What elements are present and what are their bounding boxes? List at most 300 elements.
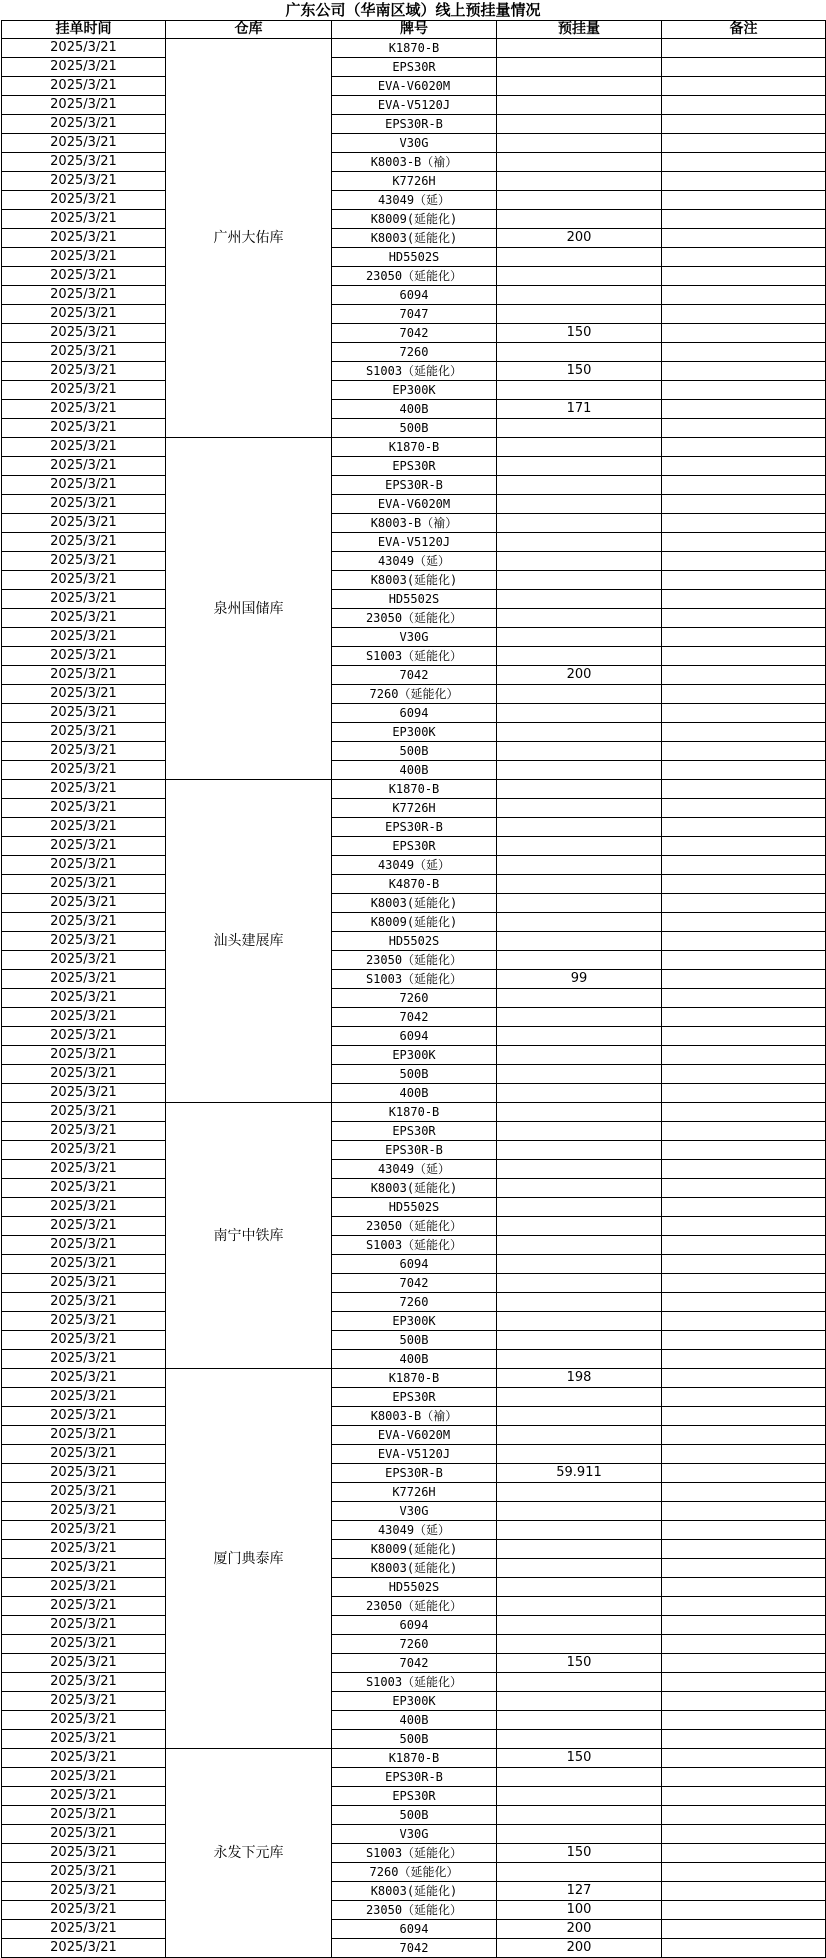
quantity-cell[interactable]	[497, 1483, 662, 1502]
date-cell[interactable]: 2025/3/21	[2, 1540, 166, 1559]
brand-cell[interactable]: V30G	[332, 134, 497, 153]
quantity-cell[interactable]	[497, 1502, 662, 1521]
remarks-cell[interactable]	[662, 1179, 826, 1198]
warehouse-cell[interactable]: 永发下元库	[166, 1749, 332, 1958]
date-cell[interactable]: 2025/3/21	[2, 989, 166, 1008]
brand-cell[interactable]: 500B	[332, 1730, 497, 1749]
remarks-cell[interactable]	[662, 1654, 826, 1673]
remarks-cell[interactable]	[662, 1407, 826, 1426]
brand-cell[interactable]: EPS30R	[332, 457, 497, 476]
remarks-cell[interactable]	[662, 913, 826, 932]
brand-cell[interactable]: 43049（延）	[332, 191, 497, 210]
remarks-cell[interactable]	[662, 723, 826, 742]
brand-cell[interactable]: K8003-B（褕）	[332, 153, 497, 172]
brand-cell[interactable]: K8003(延能化)	[332, 571, 497, 590]
quantity-cell[interactable]	[497, 1540, 662, 1559]
brand-cell[interactable]: 23050（延能化）	[332, 609, 497, 628]
remarks-cell[interactable]	[662, 1540, 826, 1559]
date-cell[interactable]: 2025/3/21	[2, 1198, 166, 1217]
remarks-cell[interactable]	[662, 1293, 826, 1312]
remarks-cell[interactable]	[662, 1369, 826, 1388]
quantity-cell[interactable]	[497, 1521, 662, 1540]
date-cell[interactable]: 2025/3/21	[2, 1274, 166, 1293]
remarks-cell[interactable]	[662, 1046, 826, 1065]
brand-cell[interactable]: EPS30R-B	[332, 1768, 497, 1787]
quantity-cell[interactable]	[497, 1825, 662, 1844]
date-cell[interactable]: 2025/3/21	[2, 1103, 166, 1122]
date-cell[interactable]: 2025/3/21	[2, 894, 166, 913]
brand-cell[interactable]: EVA-V5120J	[332, 96, 497, 115]
brand-cell[interactable]: 500B	[332, 419, 497, 438]
date-cell[interactable]: 2025/3/21	[2, 96, 166, 115]
date-cell[interactable]: 2025/3/21	[2, 457, 166, 476]
brand-cell[interactable]: 7260	[332, 1293, 497, 1312]
quantity-cell[interactable]	[497, 1312, 662, 1331]
date-cell[interactable]: 2025/3/21	[2, 1616, 166, 1635]
date-cell[interactable]: 2025/3/21	[2, 1312, 166, 1331]
date-cell[interactable]: 2025/3/21	[2, 1559, 166, 1578]
date-cell[interactable]: 2025/3/21	[2, 1920, 166, 1939]
quantity-cell[interactable]	[497, 932, 662, 951]
brand-cell[interactable]: EP300K	[332, 1692, 497, 1711]
quantity-cell[interactable]	[497, 761, 662, 780]
remarks-cell[interactable]	[662, 1578, 826, 1597]
quantity-cell[interactable]	[497, 134, 662, 153]
brand-cell[interactable]: HD5502S	[332, 1198, 497, 1217]
quantity-cell[interactable]	[497, 1350, 662, 1369]
date-cell[interactable]: 2025/3/21	[2, 1369, 166, 1388]
brand-cell[interactable]: 7260（延能化）	[332, 685, 497, 704]
remarks-cell[interactable]	[662, 1008, 826, 1027]
date-cell[interactable]: 2025/3/21	[2, 856, 166, 875]
remarks-cell[interactable]	[662, 742, 826, 761]
date-cell[interactable]: 2025/3/21	[2, 286, 166, 305]
date-cell[interactable]: 2025/3/21	[2, 1464, 166, 1483]
remarks-cell[interactable]	[662, 96, 826, 115]
brand-cell[interactable]: 500B	[332, 1331, 497, 1350]
date-cell[interactable]: 2025/3/21	[2, 381, 166, 400]
remarks-cell[interactable]	[662, 1635, 826, 1654]
quantity-cell[interactable]	[497, 742, 662, 761]
remarks-cell[interactable]	[662, 1103, 826, 1122]
remarks-cell[interactable]	[662, 1198, 826, 1217]
brand-cell[interactable]: 43049（延）	[332, 1521, 497, 1540]
quantity-cell[interactable]: 198	[497, 1369, 662, 1388]
remarks-cell[interactable]	[662, 609, 826, 628]
brand-cell[interactable]: V30G	[332, 1502, 497, 1521]
remarks-cell[interactable]	[662, 210, 826, 229]
brand-cell[interactable]: K1870-B	[332, 780, 497, 799]
date-cell[interactable]: 2025/3/21	[2, 970, 166, 989]
brand-cell[interactable]: K1870-B	[332, 438, 497, 457]
brand-cell[interactable]: HD5502S	[332, 932, 497, 951]
date-cell[interactable]: 2025/3/21	[2, 932, 166, 951]
remarks-cell[interactable]	[662, 1749, 826, 1768]
brand-cell[interactable]: 400B	[332, 1711, 497, 1730]
brand-cell[interactable]: EPS30R-B	[332, 1464, 497, 1483]
quantity-cell[interactable]: 100	[497, 1901, 662, 1920]
brand-cell[interactable]: K7726H	[332, 172, 497, 191]
quantity-cell[interactable]: 171	[497, 400, 662, 419]
date-cell[interactable]: 2025/3/21	[2, 1160, 166, 1179]
quantity-cell[interactable]	[497, 210, 662, 229]
remarks-cell[interactable]	[662, 1236, 826, 1255]
date-cell[interactable]: 2025/3/21	[2, 571, 166, 590]
remarks-cell[interactable]	[662, 1274, 826, 1293]
remarks-cell[interactable]	[662, 799, 826, 818]
brand-cell[interactable]: 7260（延能化）	[332, 1863, 497, 1882]
brand-cell[interactable]: EPS30R	[332, 837, 497, 856]
remarks-cell[interactable]	[662, 590, 826, 609]
remarks-cell[interactable]	[662, 1559, 826, 1578]
remarks-cell[interactable]	[662, 704, 826, 723]
date-cell[interactable]: 2025/3/21	[2, 1141, 166, 1160]
remarks-cell[interactable]	[662, 153, 826, 172]
date-cell[interactable]: 2025/3/21	[2, 1122, 166, 1141]
quantity-cell[interactable]	[497, 1217, 662, 1236]
quantity-cell[interactable]: 200	[497, 666, 662, 685]
quantity-cell[interactable]	[497, 1711, 662, 1730]
date-cell[interactable]: 2025/3/21	[2, 1065, 166, 1084]
date-cell[interactable]: 2025/3/21	[2, 1426, 166, 1445]
quantity-cell[interactable]: 99	[497, 970, 662, 989]
remarks-cell[interactable]	[662, 1730, 826, 1749]
remarks-cell[interactable]	[662, 248, 826, 267]
brand-cell[interactable]: EVA-V6020M	[332, 495, 497, 514]
quantity-cell[interactable]	[497, 1179, 662, 1198]
quantity-cell[interactable]	[497, 1730, 662, 1749]
remarks-cell[interactable]	[662, 457, 826, 476]
brand-cell[interactable]: K1870-B	[332, 1749, 497, 1768]
brand-cell[interactable]: 23050（延能化）	[332, 951, 497, 970]
date-cell[interactable]: 2025/3/21	[2, 1331, 166, 1350]
date-cell[interactable]: 2025/3/21	[2, 1768, 166, 1787]
date-cell[interactable]: 2025/3/21	[2, 761, 166, 780]
date-cell[interactable]: 2025/3/21	[2, 248, 166, 267]
date-cell[interactable]: 2025/3/21	[2, 305, 166, 324]
date-cell[interactable]: 2025/3/21	[2, 1407, 166, 1426]
remarks-cell[interactable]	[662, 875, 826, 894]
brand-cell[interactable]: K8009(延能化)	[332, 210, 497, 229]
warehouse-cell[interactable]: 广州大佑库	[166, 39, 332, 438]
brand-cell[interactable]: K8009(延能化)	[332, 1540, 497, 1559]
remarks-cell[interactable]	[662, 1787, 826, 1806]
date-cell[interactable]: 2025/3/21	[2, 514, 166, 533]
date-cell[interactable]: 2025/3/21	[2, 229, 166, 248]
remarks-cell[interactable]	[662, 1920, 826, 1939]
quantity-cell[interactable]	[497, 723, 662, 742]
remarks-cell[interactable]	[662, 1084, 826, 1103]
quantity-cell[interactable]	[497, 58, 662, 77]
remarks-cell[interactable]	[662, 267, 826, 286]
remarks-cell[interactable]	[662, 419, 826, 438]
date-cell[interactable]: 2025/3/21	[2, 343, 166, 362]
remarks-cell[interactable]	[662, 115, 826, 134]
date-cell[interactable]: 2025/3/21	[2, 1027, 166, 1046]
brand-cell[interactable]: EP300K	[332, 1312, 497, 1331]
quantity-cell[interactable]	[497, 704, 662, 723]
remarks-cell[interactable]	[662, 1882, 826, 1901]
remarks-cell[interactable]	[662, 362, 826, 381]
date-cell[interactable]: 2025/3/21	[2, 115, 166, 134]
date-cell[interactable]: 2025/3/21	[2, 58, 166, 77]
quantity-cell[interactable]	[497, 1768, 662, 1787]
remarks-cell[interactable]	[662, 1806, 826, 1825]
brand-cell[interactable]: HD5502S	[332, 590, 497, 609]
brand-cell[interactable]: 6094	[332, 1255, 497, 1274]
brand-cell[interactable]: K8003-B（褕）	[332, 514, 497, 533]
quantity-cell[interactable]	[497, 1027, 662, 1046]
brand-cell[interactable]: K7726H	[332, 1483, 497, 1502]
brand-cell[interactable]: EP300K	[332, 723, 497, 742]
warehouse-cell[interactable]: 泉州国储库	[166, 438, 332, 780]
remarks-cell[interactable]	[662, 343, 826, 362]
brand-cell[interactable]: EP300K	[332, 381, 497, 400]
remarks-cell[interactable]	[662, 1331, 826, 1350]
remarks-cell[interactable]	[662, 514, 826, 533]
remarks-cell[interactable]	[662, 951, 826, 970]
date-cell[interactable]: 2025/3/21	[2, 476, 166, 495]
date-cell[interactable]: 2025/3/21	[2, 324, 166, 343]
quantity-cell[interactable]	[497, 628, 662, 647]
date-cell[interactable]: 2025/3/21	[2, 533, 166, 552]
quantity-cell[interactable]	[497, 647, 662, 666]
warehouse-cell[interactable]: 厦门典泰库	[166, 1369, 332, 1749]
remarks-cell[interactable]	[662, 1445, 826, 1464]
quantity-cell[interactable]	[497, 590, 662, 609]
quantity-cell[interactable]	[497, 514, 662, 533]
remarks-cell[interactable]	[662, 1844, 826, 1863]
date-cell[interactable]: 2025/3/21	[2, 1046, 166, 1065]
brand-cell[interactable]: 43049（延）	[332, 1160, 497, 1179]
brand-cell[interactable]: S1003（延能化）	[332, 362, 497, 381]
brand-cell[interactable]: EVA-V6020M	[332, 1426, 497, 1445]
quantity-cell[interactable]	[497, 495, 662, 514]
remarks-cell[interactable]	[662, 533, 826, 552]
brand-cell[interactable]: 500B	[332, 742, 497, 761]
date-cell[interactable]: 2025/3/21	[2, 1445, 166, 1464]
remarks-cell[interactable]	[662, 1141, 826, 1160]
date-cell[interactable]: 2025/3/21	[2, 39, 166, 58]
brand-cell[interactable]: 6094	[332, 286, 497, 305]
brand-cell[interactable]: EPS30R-B	[332, 115, 497, 134]
brand-cell[interactable]: 7047	[332, 305, 497, 324]
date-cell[interactable]: 2025/3/21	[2, 1673, 166, 1692]
date-cell[interactable]: 2025/3/21	[2, 210, 166, 229]
date-cell[interactable]: 2025/3/21	[2, 1084, 166, 1103]
quantity-cell[interactable]	[497, 875, 662, 894]
date-cell[interactable]: 2025/3/21	[2, 77, 166, 96]
brand-cell[interactable]: K8003(延能化)	[332, 1179, 497, 1198]
date-cell[interactable]: 2025/3/21	[2, 780, 166, 799]
date-cell[interactable]: 2025/3/21	[2, 837, 166, 856]
date-cell[interactable]: 2025/3/21	[2, 1654, 166, 1673]
quantity-cell[interactable]	[497, 1616, 662, 1635]
remarks-cell[interactable]	[662, 1388, 826, 1407]
quantity-cell[interactable]	[497, 1388, 662, 1407]
remarks-cell[interactable]	[662, 647, 826, 666]
date-cell[interactable]: 2025/3/21	[2, 1863, 166, 1882]
date-cell[interactable]: 2025/3/21	[2, 723, 166, 742]
remarks-cell[interactable]	[662, 305, 826, 324]
remarks-cell[interactable]	[662, 552, 826, 571]
date-cell[interactable]: 2025/3/21	[2, 666, 166, 685]
brand-cell[interactable]: 7042	[332, 1274, 497, 1293]
quantity-cell[interactable]	[497, 1084, 662, 1103]
date-cell[interactable]: 2025/3/21	[2, 1236, 166, 1255]
quantity-cell[interactable]	[497, 476, 662, 495]
date-cell[interactable]: 2025/3/21	[2, 1521, 166, 1540]
quantity-cell[interactable]	[497, 1445, 662, 1464]
brand-cell[interactable]: K1870-B	[332, 1103, 497, 1122]
quantity-cell[interactable]: 127	[497, 1882, 662, 1901]
quantity-cell[interactable]	[497, 96, 662, 115]
brand-cell[interactable]: S1003（延能化）	[332, 1844, 497, 1863]
remarks-cell[interactable]	[662, 818, 826, 837]
remarks-cell[interactable]	[662, 1901, 826, 1920]
date-cell[interactable]: 2025/3/21	[2, 1749, 166, 1768]
brand-cell[interactable]: S1003（延能化）	[332, 970, 497, 989]
brand-cell[interactable]: 6094	[332, 1616, 497, 1635]
warehouse-cell[interactable]: 南宁中铁库	[166, 1103, 332, 1369]
date-cell[interactable]: 2025/3/21	[2, 1350, 166, 1369]
brand-cell[interactable]: S1003（延能化）	[332, 647, 497, 666]
date-cell[interactable]: 2025/3/21	[2, 191, 166, 210]
remarks-cell[interactable]	[662, 1160, 826, 1179]
quantity-cell[interactable]	[497, 533, 662, 552]
quantity-cell[interactable]	[497, 267, 662, 286]
quantity-cell[interactable]: 150	[497, 1749, 662, 1768]
brand-cell[interactable]: 500B	[332, 1065, 497, 1084]
remarks-cell[interactable]	[662, 191, 826, 210]
quantity-cell[interactable]	[497, 286, 662, 305]
brand-cell[interactable]: K1870-B	[332, 39, 497, 58]
brand-cell[interactable]: 6094	[332, 1027, 497, 1046]
remarks-cell[interactable]	[662, 1711, 826, 1730]
quantity-cell[interactable]	[497, 191, 662, 210]
brand-cell[interactable]: 400B	[332, 1084, 497, 1103]
remarks-cell[interactable]	[662, 1616, 826, 1635]
date-cell[interactable]: 2025/3/21	[2, 1578, 166, 1597]
quantity-cell[interactable]	[497, 1331, 662, 1350]
date-cell[interactable]: 2025/3/21	[2, 1293, 166, 1312]
brand-cell[interactable]: K8003-B（褕）	[332, 1407, 497, 1426]
brand-cell[interactable]: 23050（延能化）	[332, 1597, 497, 1616]
remarks-cell[interactable]	[662, 571, 826, 590]
quantity-cell[interactable]	[497, 1255, 662, 1274]
brand-cell[interactable]: 7042	[332, 1939, 497, 1958]
quantity-cell[interactable]	[497, 381, 662, 400]
remarks-cell[interactable]	[662, 1464, 826, 1483]
date-cell[interactable]: 2025/3/21	[2, 172, 166, 191]
brand-cell[interactable]: EVA-V5120J	[332, 533, 497, 552]
quantity-cell[interactable]	[497, 1065, 662, 1084]
date-cell[interactable]: 2025/3/21	[2, 590, 166, 609]
quantity-cell[interactable]	[497, 1103, 662, 1122]
quantity-cell[interactable]	[497, 1274, 662, 1293]
quantity-cell[interactable]	[497, 1236, 662, 1255]
brand-cell[interactable]: K1870-B	[332, 1369, 497, 1388]
brand-cell[interactable]: EP300K	[332, 1046, 497, 1065]
date-cell[interactable]: 2025/3/21	[2, 1825, 166, 1844]
date-cell[interactable]: 2025/3/21	[2, 1483, 166, 1502]
brand-cell[interactable]: EVA-V6020M	[332, 77, 497, 96]
brand-cell[interactable]: EPS30R-B	[332, 818, 497, 837]
date-cell[interactable]: 2025/3/21	[2, 875, 166, 894]
date-cell[interactable]: 2025/3/21	[2, 1502, 166, 1521]
date-cell[interactable]: 2025/3/21	[2, 685, 166, 704]
quantity-cell[interactable]	[497, 1198, 662, 1217]
remarks-cell[interactable]	[662, 856, 826, 875]
brand-cell[interactable]: 7260	[332, 989, 497, 1008]
remarks-cell[interactable]	[662, 1065, 826, 1084]
date-cell[interactable]: 2025/3/21	[2, 704, 166, 723]
date-cell[interactable]: 2025/3/21	[2, 1692, 166, 1711]
date-cell[interactable]: 2025/3/21	[2, 1711, 166, 1730]
date-cell[interactable]: 2025/3/21	[2, 1730, 166, 1749]
quantity-cell[interactable]	[497, 913, 662, 932]
brand-cell[interactable]: K8009(延能化)	[332, 913, 497, 932]
brand-cell[interactable]: K8003(延能化)	[332, 1882, 497, 1901]
brand-cell[interactable]: K4870-B	[332, 875, 497, 894]
quantity-cell[interactable]	[497, 780, 662, 799]
remarks-cell[interactable]	[662, 1673, 826, 1692]
date-cell[interactable]: 2025/3/21	[2, 495, 166, 514]
brand-cell[interactable]: 6094	[332, 704, 497, 723]
quantity-cell[interactable]	[497, 305, 662, 324]
remarks-cell[interactable]	[662, 666, 826, 685]
quantity-cell[interactable]	[497, 1008, 662, 1027]
remarks-cell[interactable]	[662, 1350, 826, 1369]
brand-cell[interactable]: 400B	[332, 761, 497, 780]
quantity-cell[interactable]	[497, 685, 662, 704]
remarks-cell[interactable]	[662, 134, 826, 153]
remarks-cell[interactable]	[662, 1521, 826, 1540]
date-cell[interactable]: 2025/3/21	[2, 1882, 166, 1901]
quantity-cell[interactable]	[497, 818, 662, 837]
remarks-cell[interactable]	[662, 1825, 826, 1844]
remarks-cell[interactable]	[662, 58, 826, 77]
remarks-cell[interactable]	[662, 324, 826, 343]
brand-cell[interactable]: 500B	[332, 1806, 497, 1825]
quantity-cell[interactable]	[497, 1787, 662, 1806]
quantity-cell[interactable]	[497, 457, 662, 476]
brand-cell[interactable]: EPS30R	[332, 1122, 497, 1141]
date-cell[interactable]: 2025/3/21	[2, 1939, 166, 1958]
date-cell[interactable]: 2025/3/21	[2, 1901, 166, 1920]
date-cell[interactable]: 2025/3/21	[2, 1217, 166, 1236]
brand-cell[interactable]: K8003(延能化)	[332, 229, 497, 248]
remarks-cell[interactable]	[662, 1027, 826, 1046]
quantity-cell[interactable]	[497, 799, 662, 818]
brand-cell[interactable]: HD5502S	[332, 248, 497, 267]
remarks-cell[interactable]	[662, 628, 826, 647]
quantity-cell[interactable]	[497, 552, 662, 571]
quantity-cell[interactable]: 150	[497, 1844, 662, 1863]
date-cell[interactable]: 2025/3/21	[2, 609, 166, 628]
brand-cell[interactable]: 7042	[332, 1008, 497, 1027]
brand-cell[interactable]: EPS30R-B	[332, 476, 497, 495]
brand-cell[interactable]: 23050（延能化）	[332, 1901, 497, 1920]
remarks-cell[interactable]	[662, 77, 826, 96]
remarks-cell[interactable]	[662, 1863, 826, 1882]
date-cell[interactable]: 2025/3/21	[2, 1635, 166, 1654]
date-cell[interactable]: 2025/3/21	[2, 1806, 166, 1825]
quantity-cell[interactable]	[497, 1578, 662, 1597]
date-cell[interactable]: 2025/3/21	[2, 134, 166, 153]
quantity-cell[interactable]	[497, 894, 662, 913]
quantity-cell[interactable]	[497, 1806, 662, 1825]
